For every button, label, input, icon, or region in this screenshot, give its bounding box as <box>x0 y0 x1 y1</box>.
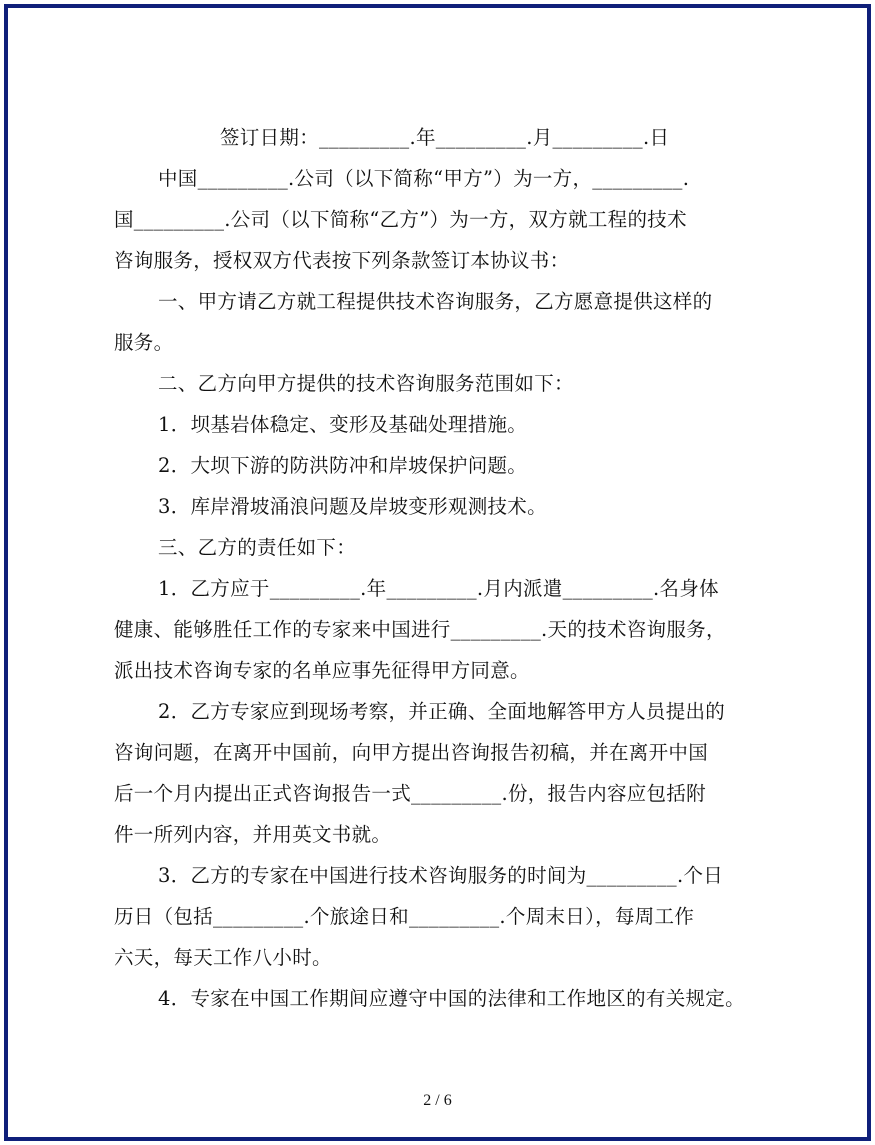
responsibility-1-line-2: 健康、能够胜任工作的专家来中国进行_________.天的技术咨询服务， <box>114 618 726 641</box>
responsibility-3-line-2: 历日（包括_________.个旅途日和_________.个周末日），每周工作 <box>114 905 695 928</box>
responsibility-3-line-1: 3．乙方的专家在中国进行技术咨询服务的时间为_________.个日 <box>158 864 724 887</box>
scope-item-1: 1．坝基岩体稳定、变形及基础处理措施。 <box>158 413 528 436</box>
responsibility-2-line-4: 件一所列内容，并用英文书就。 <box>114 823 392 846</box>
intro-continuation-line: 咨询服务，授权双方代表按下列条款签订本协议书： <box>114 249 570 272</box>
party-b-line: 国_________.公司（以下简称“乙方”）为一方，双方就工程的技术 <box>114 208 687 231</box>
responsibility-3-line-3: 六天，每天工作八小时。 <box>114 946 332 969</box>
responsibility-2-line-2: 咨询问题，在离开中国前，向甲方提出咨询报告初稿，并在离开中国 <box>114 741 709 764</box>
clause-1-continuation-line: 服务。 <box>114 331 174 354</box>
signing-date-line: 签订日期：_________.年_________.月_________.日 <box>220 126 670 149</box>
page-number: 2 / 6 <box>423 1092 452 1109</box>
responsibility-2-line-1: 2．乙方专家应到现场考察，并正确、全面地解答甲方人员提出的 <box>158 700 726 723</box>
clause-2-heading: 二、乙方向甲方提供的技术咨询服务范围如下： <box>158 372 574 395</box>
party-a-line: 中国_________.公司（以下简称“甲方”）为一方，_________. <box>158 167 690 190</box>
clause-3-heading: 三、乙方的责任如下： <box>158 536 357 559</box>
clause-1-line: 一、甲方请乙方就工程提供技术咨询服务，乙方愿意提供这样的 <box>158 290 713 313</box>
scope-item-3: 3．库岸滑坡涌浪问题及岸坡变形观测技术。 <box>158 495 547 518</box>
scope-item-2: 2．大坝下游的防洪防冲和岸坡保护问题。 <box>158 454 528 477</box>
responsibility-1-line-3: 派出技术咨询专家的名单应事先征得甲方同意。 <box>114 659 530 682</box>
responsibility-1-line-1: 1．乙方应于_________.年_________.月内派遣_________.名身体 <box>158 577 719 600</box>
responsibility-2-line-3: 后一个月内提出正式咨询报告一式_________.份，报告内容应包括附 <box>114 782 706 805</box>
responsibility-4-line-1: 4．专家在中国工作期间应遵守中国的法律和工作地区的有关规定。 <box>158 987 745 1010</box>
